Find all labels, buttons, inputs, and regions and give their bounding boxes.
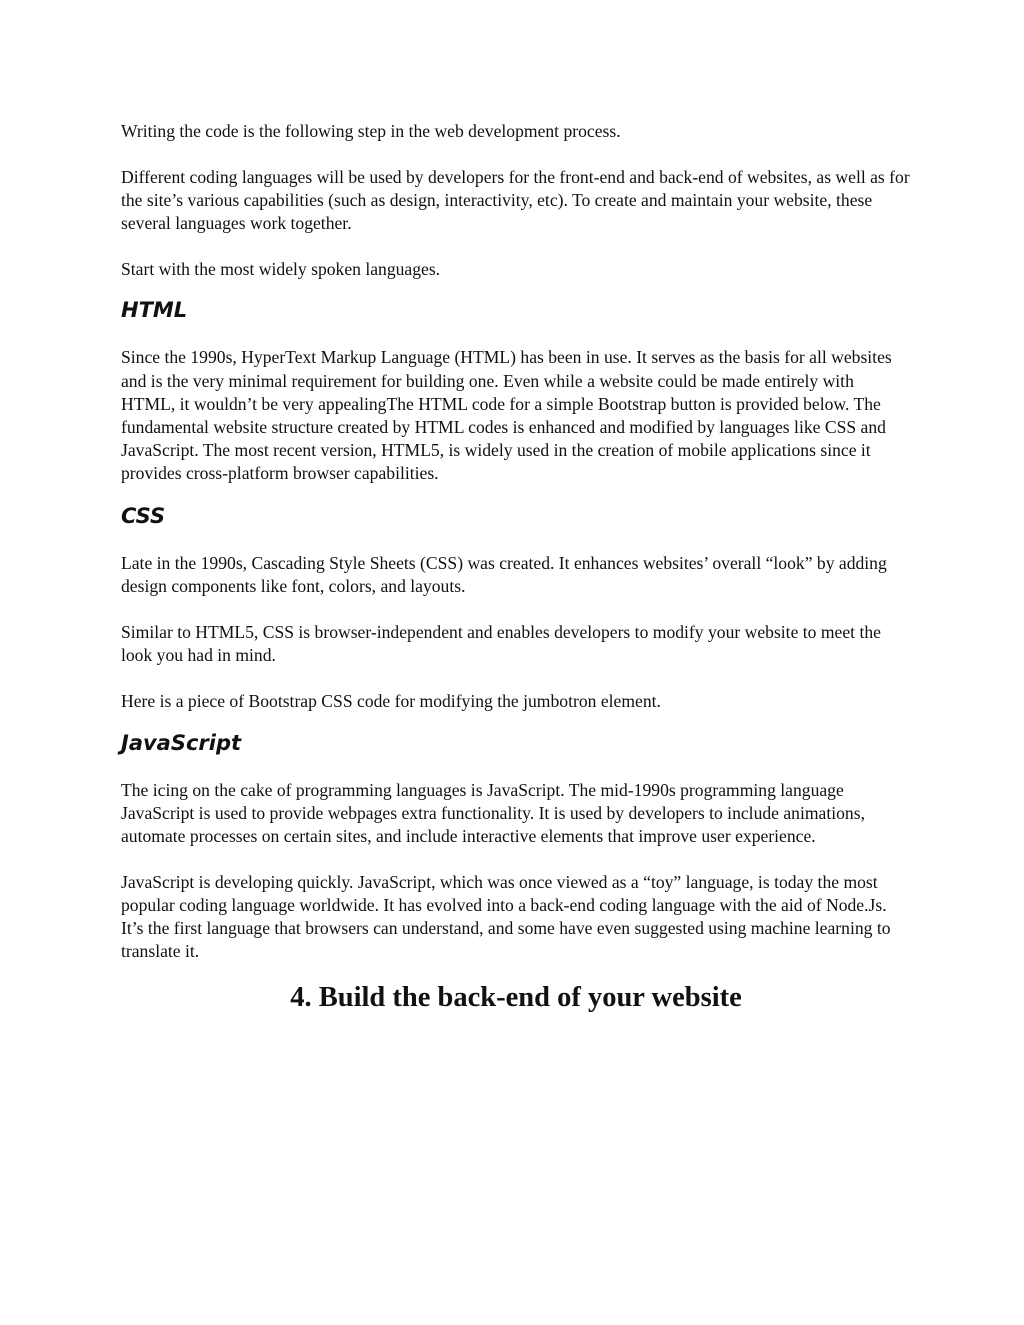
document-page bbox=[121, 120, 911, 1015]
css-paragraph-1: Late in the 1990s, Cascading Style Sheets (CSS) was created. It enhances websites’ overall “look” by adding design components like font, colors, and layouts. bbox=[121, 553, 887, 597]
section-heading-back-end: 4. Build the back-end of your website bbox=[290, 982, 742, 1014]
javascript-paragraph-1: The icing on the cake of programming languages is JavaScript. The mid-1990s programming language JavaScript is used to provide webpages extra functionality. It is used by developers to include animations, automate processes on certain sites, and include interactive elements that improve user experience. bbox=[121, 779, 865, 846]
intro-paragraph-2: Different coding languages will be used by developers for the front-end and back-end of websites, as well as for the site’s various capabilities (such as design, interactivity, etc). To create and maintain your website, these several languages work together. bbox=[121, 167, 910, 234]
javascript-paragraph-2: JavaScript is developing quickly. JavaScript, which was once viewed as a “toy” language, is today the most popular coding language worldwide. It has evolved into a back-end coding language with the aid of Node.Js. It’s the first language that browsers can understand, and some have even suggested using machine learning to translate it. bbox=[121, 871, 891, 962]
intro-paragraph-3: Start with the most widely spoken languages. bbox=[121, 259, 441, 280]
intro-paragraph-1: Writing the code is the following step in the web development process. bbox=[121, 121, 621, 141]
html-paragraph-1: Since the 1990s, HyperText Markup Language (HTML) has been in use. It serves as the basis for all websites and is the very minimal requirement for building one. Even while a website could be made entirely with HTML, it wouldn’t be very appealingThe HTML code for a simple Bootstrap button is provided below. The fundamental website structure created by HTML codes is enhanced and modified by languages like CSS and JavaScript. The most recent version, HTML5, is widely used in the creation of mobile applications since it provides cross-platform browser capabilities. bbox=[121, 347, 892, 483]
css-paragraph-2: Similar to HTML5, CSS is browser-independent and enables developers to modify your website to meet the look you had in mind. bbox=[121, 622, 881, 666]
css-paragraph-3: Here is a piece of Bootstrap CSS code for modifying the jumbotron element. bbox=[121, 691, 661, 712]
css-heading: CSS bbox=[121, 504, 166, 529]
html-heading: HTML bbox=[121, 298, 188, 323]
javascript-heading: JavaScript bbox=[121, 730, 242, 755]
